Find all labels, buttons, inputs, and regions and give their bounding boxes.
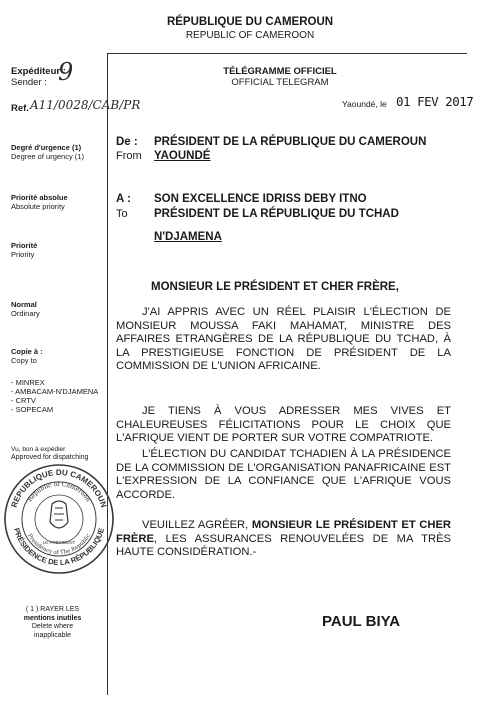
priority-label-en: Priority xyxy=(11,250,35,259)
from-label: De : xyxy=(116,136,138,148)
to-label: A : xyxy=(116,193,131,205)
paragraph-3 xyxy=(116,448,451,502)
date-prefix: Yaoundé, le xyxy=(342,99,387,109)
paragraph-4 xyxy=(116,519,451,560)
country-title-en: REPUBLIC OF CAMEROON xyxy=(185,30,315,41)
paragraph-text: J'AI APPRIS AVEC UN RÉEL PLAISIR L'ÉLECTION DE MONSIEUR MOUSSA FAKI MAHAMAT, MINISTRE DES AFFAIRES ETRANGÈRES DE LA RÉPUBLIQUE DU TCHAD, À LA PRESTIGIEUSE FONCTION DE PRÉSIDENT DE LA COMMISSION DE L'UNION AFRICAINE. xyxy=(116,306,451,373)
ref-label: Ref. xyxy=(11,103,29,114)
urgency-label: Degré d'urgence (1) xyxy=(11,143,82,152)
paragraph-text: JE TIENS À VOUS ADRESSER MES VIVES ET CHALEUREUSES FÉLICITATIONS POUR LE CHOIX QUE L'AFRIQUE VIENT DE PORTER SUR VOTRE COMPATRIOTE. xyxy=(116,405,451,445)
svg-text:Republic of Cameroon xyxy=(26,481,91,503)
normal-label-en: Ordinary xyxy=(11,309,40,318)
salutation: MONSIEUR LE PRÉSIDENT ET CHER FRÈRE, xyxy=(151,281,399,293)
presidential-seal-icon xyxy=(2,462,116,576)
country-title-fr: RÉPUBLIQUE DU CAMEROUN xyxy=(166,16,334,28)
copy-item: - MINREX xyxy=(11,378,45,387)
closing-text: , LES ASSURANCES RENOUVELÉES DE MA TRÈS HAUTE CONSIDÉRATION.- xyxy=(116,532,451,559)
priority-absolute-label-en: Absolute priority xyxy=(11,202,65,211)
seal-inner-bottom: Presidency of The Republic xyxy=(26,533,92,557)
to-recipient: SON EXCELLENCE IDRISS DEBY ITNO xyxy=(154,193,367,205)
footnote-line: ( 1 ) RAYER LES xyxy=(25,606,80,613)
sender-label: Expéditeur : xyxy=(11,66,66,77)
copy-label: Copie à : xyxy=(11,347,43,356)
footnote-line: mentions inutiles xyxy=(23,614,82,622)
priority-absolute-label: Priorité absolue xyxy=(11,193,68,202)
sender-label-en: Sender : xyxy=(11,77,47,88)
closing-text: VEUILLEZ AGRÉER, xyxy=(142,519,252,531)
copy-item: - CRTV xyxy=(11,396,36,405)
seal-top-text: REPUBLIQUE DU CAMEROUN xyxy=(9,467,109,509)
footnote xyxy=(5,606,100,640)
paragraph-text: L'ÉLECTION DU CANDIDAT TCHADIEN À LA PRÉSIDENCE DE LA COMMISSION DE L'ORGANISATION PANAFRICAINE EST L'EXPRESSION DE LA CONFIANCE QUE L'AFRIQUE VOUS ACCORDE. xyxy=(116,448,451,501)
seal-inner-top: Republic of Cameroon xyxy=(26,480,92,504)
telegram-title-fr: TÉLÉGRAMME OFFICIEL xyxy=(223,66,337,77)
header-divider xyxy=(107,53,467,54)
copy-item: - AMBACAM-N'DJAMENA xyxy=(11,387,99,396)
footnote-line: Delete where xyxy=(31,623,74,630)
telegram-title-en: OFFICIAL TELEGRAM xyxy=(231,77,329,88)
svg-text:REPUBLIQUE DU CAMEROUN xyxy=(10,468,109,509)
from-sender: PRÉSIDENT DE LA RÉPUBLIQUE DU CAMEROUN xyxy=(154,136,427,148)
urgency-label-en: Degree of urgency (1) xyxy=(11,152,84,161)
priority-label: Priorité xyxy=(11,241,38,250)
to-label-en: To xyxy=(116,208,128,220)
paragraph-2 xyxy=(116,405,451,446)
ref-handwriting: A11/0028/CAB/PR xyxy=(30,98,141,112)
copy-item: - SOPECAM xyxy=(11,405,54,414)
footnote-line: inapplicable xyxy=(34,631,71,639)
copy-label-en: Copy to xyxy=(11,356,37,365)
column-divider xyxy=(107,53,108,695)
approved-label: Vu, bon à expédier xyxy=(11,446,66,453)
sender-handwriting: 9 xyxy=(58,58,74,86)
signature-name: PAUL BIYA xyxy=(322,613,401,630)
closing-salutation: MONSIEUR LE PRÉSIDENT ET CHER FRÈRE xyxy=(116,519,451,545)
paragraph-text xyxy=(116,519,451,560)
from-city: YAOUNDÉ xyxy=(154,150,211,162)
date-stamp: 01 FEV 2017 xyxy=(396,94,474,109)
paragraph-1 xyxy=(116,306,451,374)
approved-label-en: Approved for dispatching xyxy=(11,454,89,461)
to-city: N'DJAMENA xyxy=(154,231,222,243)
seal-bottom-text: PRÉSIDENCE DE LA RÉPUBLIQUE xyxy=(12,526,106,568)
seal-center-text: LE PRÉSIDENT xyxy=(42,540,76,545)
normal-label: Normal xyxy=(11,300,37,309)
from-label-en: From xyxy=(116,150,142,162)
to-title: PRÉSIDENT DE LA RÉPUBLIQUE DU TCHAD xyxy=(154,208,399,220)
